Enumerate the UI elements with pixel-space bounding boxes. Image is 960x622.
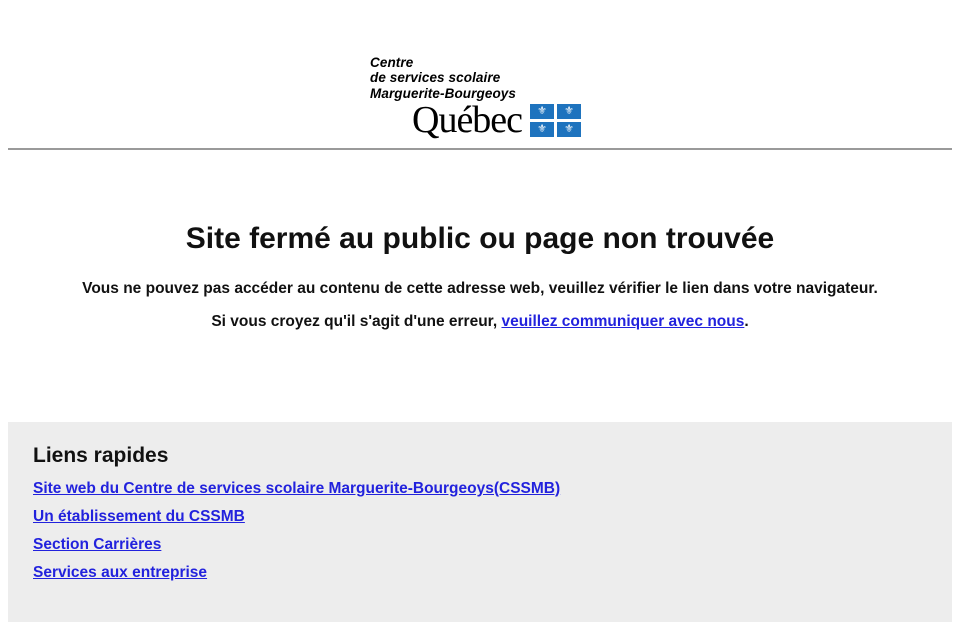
contact-link[interactable]: veuillez communiquer avec nous (501, 312, 745, 330)
logo-line-2: de services scolaire (370, 70, 501, 86)
quick-links-section (8, 422, 952, 622)
logo-line-3: Marguerite-Bourgeoys (370, 85, 517, 101)
header (0, 0, 960, 141)
logo-line-1: Centre (370, 55, 414, 70)
quick-links-heading: Liens rapides (33, 443, 169, 467)
fleur-de-lis-icon: ⚜ (530, 122, 554, 137)
quick-link-services-entreprise[interactable]: Services aux entreprise (33, 563, 208, 581)
cssmb-quebec-logo (370, 55, 590, 141)
error-message: Vous ne pouvez pas accéder au contenu de cette adresse web, veuillez vérifier le lien dans votre navigateur. (82, 279, 878, 297)
logo-text (370, 55, 590, 101)
quick-link-etablissement[interactable]: Un établissement du CSSMB (33, 507, 245, 525)
error-hint-prefix: Si vous croyez qu'il s'agit d'une erreur, (211, 312, 502, 330)
header-divider (8, 148, 952, 150)
quebec-flag-icon (530, 104, 581, 137)
quick-link-cssmb-site[interactable]: Site web du Centre de services scolaire Marguerite-Bourgeoys(CSSMB) (33, 479, 561, 497)
logo-wordmark-row (370, 98, 590, 141)
main-content (0, 222, 960, 331)
error-hint (40, 313, 920, 331)
quick-link-carrieres[interactable]: Section Carrières (33, 535, 162, 553)
quebec-wordmark: Québec (412, 98, 523, 141)
fleur-de-lis-icon: ⚜ (557, 122, 581, 137)
page-title: Site fermé au public ou page non trouvée (185, 221, 775, 255)
fleur-de-lis-icon: ⚜ (557, 104, 581, 119)
error-hint-suffix: . (744, 312, 749, 330)
fleur-de-lis-icon: ⚜ (530, 104, 554, 119)
